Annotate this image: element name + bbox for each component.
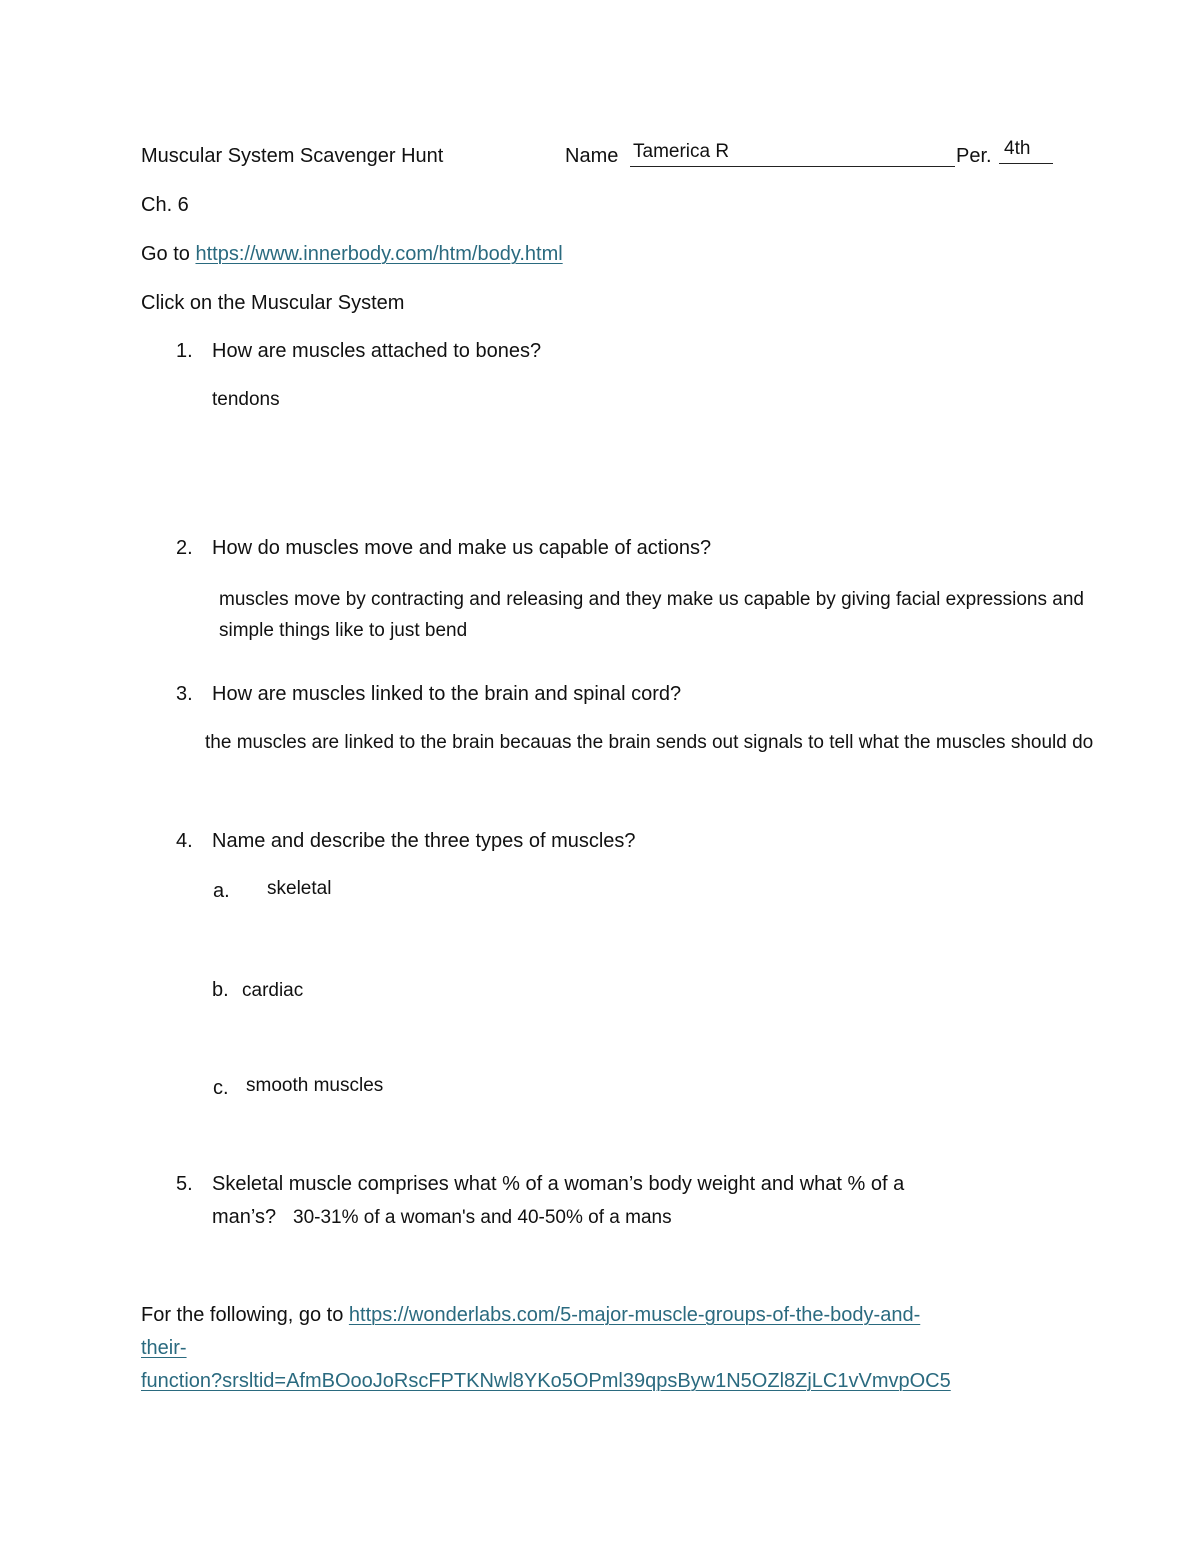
question-5-number: 5. [176, 1173, 193, 1195]
question-4-number: 4. [176, 830, 193, 852]
wonderlabs-link-part-2[interactable]: their- [141, 1337, 187, 1359]
answer-4a[interactable]: skeletal [267, 878, 332, 899]
answer-4b[interactable]: cardiac [242, 980, 304, 1001]
question-2-number: 2. [176, 537, 193, 559]
question-3-text: How are muscles linked to the brain and spinal cord? [212, 683, 682, 705]
following-line-3 [141, 1370, 951, 1393]
question-1-number: 1. [176, 340, 193, 362]
name-field-line [630, 166, 955, 167]
name-label: Name [565, 145, 619, 167]
question-4-text: Name and describe the three types of muscles? [212, 830, 636, 852]
answer-2-line-2[interactable]: simple things like to just bend [219, 620, 468, 641]
worksheet-title: Muscular System Scavenger Hunt [141, 145, 444, 167]
answer-2-line-1[interactable]: muscles move by contracting and releasing and they make us capable by giving facial expressions and [219, 589, 1084, 610]
sub-item-a-letter: a. [213, 880, 230, 902]
period-field[interactable]: 4th [1004, 138, 1031, 159]
answer-3[interactable]: the muscles are linked to the brain becauas the brain sends out signals to tell what the muscles should do [205, 732, 1094, 753]
wonderlabs-link-part-3[interactable]: function?srsltid=AfmBOooJoRscFPTKNwl8YKo5OPml39qpsByw1N5OZl8ZjLC1vVmvpOC5 [141, 1370, 951, 1392]
question-1-text: How are muscles attached to bones? [212, 340, 542, 362]
sub-item-c-letter: c. [213, 1077, 229, 1099]
period-field-line [999, 163, 1053, 164]
question-5-text-line-2: man’s? [212, 1206, 277, 1228]
answer-5[interactable]: 30-31% of a woman's and 40-50% of a mans [293, 1207, 672, 1228]
question-5-text-line-1: Skeletal muscle comprises what % of a woman’s body weight and what % of a [212, 1173, 905, 1195]
following-line-2 [141, 1337, 187, 1360]
goto-line [141, 243, 563, 266]
answer-1[interactable]: tendons [212, 389, 280, 410]
period-label: Per. [956, 145, 992, 167]
wonderlabs-link-part-1[interactable]: https://wonderlabs.com/5-major-muscle-groups-of-the-body-and- [348, 1304, 921, 1326]
question-2-text: How do muscles move and make us capable of actions? [212, 537, 712, 559]
answer-4c[interactable]: smooth muscles [246, 1075, 384, 1096]
name-field[interactable]: Tamerica R [633, 141, 730, 162]
following-prefix: For the following, go to [141, 1304, 349, 1326]
question-3-number: 3. [176, 683, 193, 705]
following-line-1 [141, 1304, 920, 1327]
innerbody-link[interactable]: https://www.innerbody.com/htm/body.html [195, 243, 563, 265]
goto-prefix: Go to [141, 243, 196, 265]
instruction-text: Click on the Muscular System [141, 292, 405, 314]
sub-item-b-letter: b. [212, 979, 229, 1001]
chapter-label: Ch. 6 [141, 194, 189, 216]
